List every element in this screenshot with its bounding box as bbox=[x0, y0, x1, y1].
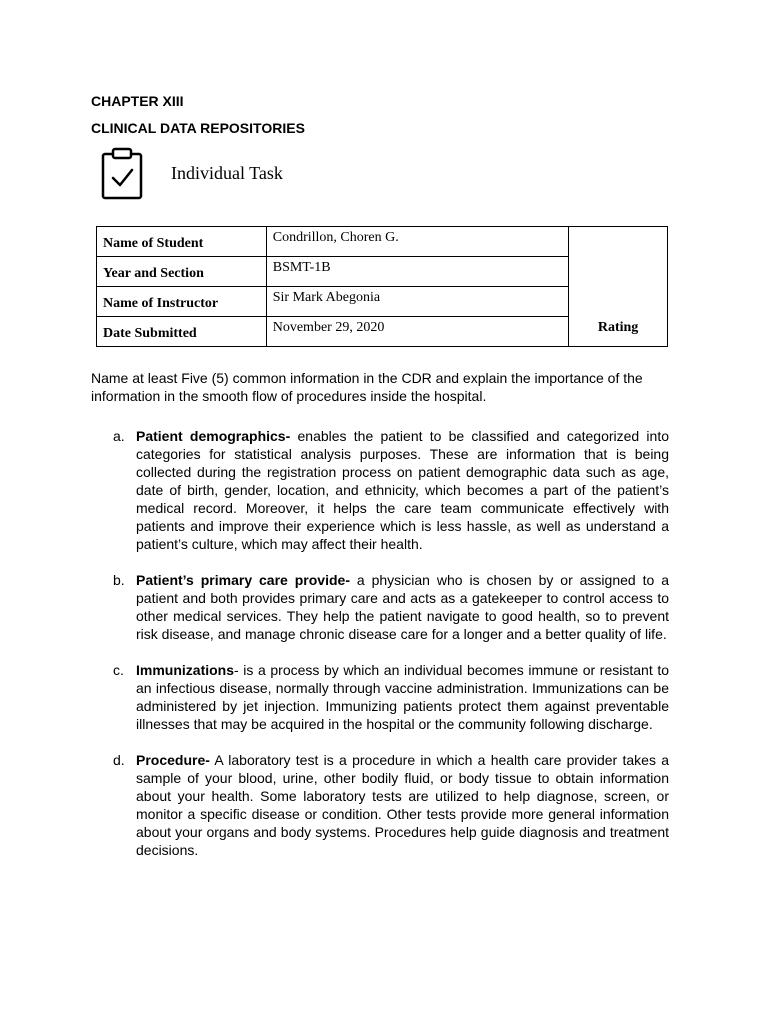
item-term: Patient’s primary care provide- bbox=[136, 572, 350, 588]
rating-label: Rating bbox=[597, 320, 639, 335]
student-info-table bbox=[96, 226, 668, 347]
item-text: a physician who is chosen by or assigned to a patient and both provides primary care and acts as a gatekeeper to control access to other medical services. They help the patient navigate to good health, so to prevent risk disease, and manage chronic disease care for a longer and a better quality of life. bbox=[136, 572, 669, 642]
item-term: Immunizations bbox=[136, 662, 235, 678]
date-submitted-label: Date Submitted bbox=[97, 317, 267, 347]
year-section-value: BSMT-1B bbox=[266, 257, 568, 287]
list-item bbox=[91, 571, 669, 643]
list-marker: b. bbox=[113, 572, 125, 588]
list-item bbox=[91, 661, 669, 733]
date-submitted-value: November 29, 2020 bbox=[266, 317, 568, 347]
student-name-value: Condrillon, Choren G. bbox=[266, 227, 568, 257]
list-marker: a. bbox=[113, 428, 125, 444]
chapter-heading: CHAPTER XIII bbox=[91, 93, 184, 109]
chapter-title: CLINICAL DATA REPOSITORIES bbox=[91, 120, 305, 136]
rating-cell bbox=[569, 227, 668, 347]
list-marker: d. bbox=[113, 752, 125, 768]
clipboard-check-icon bbox=[100, 146, 144, 200]
item-text: - is a process by which an individual becomes immune or resistant to an infectious disease, normally through vaccine administration. Immunizations can be administered by jet injection. Immunizing patients protect them against preventable illnesses that may be acquired in the hospital or the community following discharge. bbox=[136, 662, 669, 732]
list-marker: c. bbox=[113, 662, 124, 678]
student-name-label: Name of Student bbox=[97, 227, 267, 257]
list-item bbox=[91, 751, 669, 859]
instructor-label: Name of Instructor bbox=[97, 287, 267, 317]
list-item bbox=[91, 427, 669, 553]
year-section-label: Year and Section bbox=[97, 257, 267, 287]
table-row bbox=[97, 227, 668, 257]
item-term: Patient demographics- bbox=[136, 428, 291, 444]
question-prompt: Name at least Five (5) common information in the CDR and explain the importance of the information in the smooth flow of procedures inside the hospital. bbox=[91, 370, 643, 404]
item-text: A laboratory test is a procedure in which a health care provider takes a sample of your blood, urine, other bodily fluid, or body tissue to obtain information about your health. Some laboratory tests are utilized to help diagnose, screen, or monitor a specific disease or condition. Other tests provide more general information about your organs and body systems. Procedures help guide diagnosis and treatment decisions. bbox=[136, 752, 669, 858]
item-term: Procedure- bbox=[136, 752, 210, 768]
instructor-value: Sir Mark Abegonia bbox=[266, 287, 568, 317]
item-text: enables the patient to be classified and categorized into categories for statistical analysis purposes. These are information that is being collected during the registration process on patient demographic data such as age, date of birth, gender, location, and ethnicity, which becomes a part of the patient’s medical record. Moreover, it helps the care team communicate effectively with patients and improve their experience which is less hassle, as well as understand a patient’s culture, which may affect their health. bbox=[136, 428, 669, 552]
answer-list bbox=[91, 427, 669, 877]
task-title: Individual Task bbox=[171, 163, 283, 183]
